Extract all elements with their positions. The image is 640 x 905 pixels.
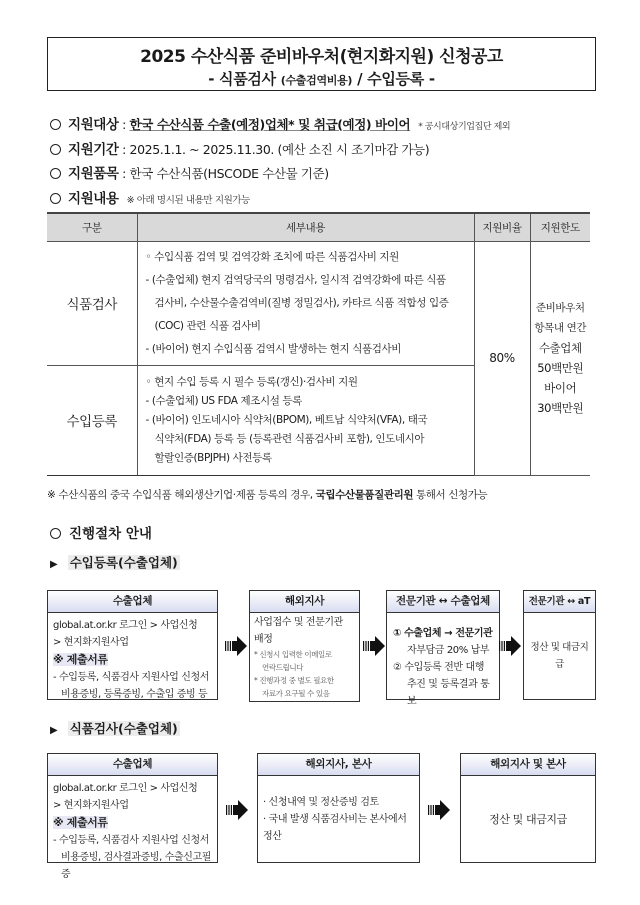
box-body [48,613,217,707]
box-line: · 신청내역 및 정산증빙 검토 [263,796,379,808]
details-cell [137,365,474,475]
detail-line: ◦ 현지 수입 등록 시 필수 등록(갱신)·검사비 지원 [145,375,358,388]
support-table [47,212,590,476]
box-body [48,776,217,887]
overview-value: 한국 수산식품(HSCODE 수산물 기준) [129,166,329,181]
box-line: global.at.or.kr 로그인 > 사업신청 [53,620,198,631]
box-line: 추진 및 등록결과 통보 [407,679,490,707]
limit-line: 항목내 연간 [534,322,587,334]
box-title: 해외지사 [250,591,359,613]
header-rate: 지원비율 [474,213,530,241]
subtitle-prefix: - 식품검사 [208,70,281,88]
box-line: 정산 및 대금지급 [489,812,567,826]
overview-label: 지원기간 [68,142,119,158]
limit-line: 50백만원 [537,361,584,375]
box-title: 해외지사 및 본사 [461,754,595,776]
box-line: 비용증빙, 등록증빙, 수출입 증빙 등 [61,689,208,700]
subtitle-suffix: / 수입등록 - [352,70,435,88]
detail-line: 식약처(FDA) 등록 등 (등록관련 식품검사비 포함), 인도네시아 [154,432,425,445]
subtitle-small: (수출검역비용) [280,74,353,87]
box-line: - 수입등록, 식품검사 지원사업 신청서 [53,672,210,683]
header-details: 세부내용 [137,213,474,241]
box-body [250,613,359,701]
flow2-box-exporter [47,753,218,880]
box-note: 자료가 요구될 수 있음 [262,689,330,698]
overview-items [50,162,329,182]
limit-line: 수출업체 [538,341,582,355]
flow1-box-agency-exporter [386,590,500,707]
docs-label: ※ 제출서류 [53,653,108,666]
box-title: 해외지사, 본사 [258,754,419,776]
box-line: global.at.or.kr 로그인 > 사업신청 [53,783,198,794]
overview-target [50,113,510,133]
detail-line: (COC) 관련 식품 검사비 [154,319,261,332]
overview-note: ※ 아래 명시된 내용만 지원가능 [126,195,250,206]
flow1-box-agency-at [523,590,596,700]
box-body [461,776,595,862]
arrow-right-icon [225,636,247,656]
box-line: 사업접수 및 전문기관 [254,617,343,628]
overview-period [50,138,429,158]
rate-cell: 80% [474,241,530,475]
box-note: 연락드립니다 [262,663,304,672]
limit-cell [530,241,590,475]
flow2-box-branch-and-hq [460,753,596,863]
box-line: > 현지화지원사업 [53,800,129,811]
detail-line: - (수출업체) US FDA 제조시설 등록 [145,394,302,407]
footnote-agency: 국립수산물품질관리원 [315,489,414,501]
box-line: - 수입등록, 식품검사 지원사업 신청서 [53,835,210,846]
limit-line: 30백만원 [537,401,584,415]
detail-line: - (바이어) 인도네시아 식약처(BPOM), 베트남 식약처(VFA), 태국 [145,413,428,426]
arrow-right-icon [226,800,248,820]
notice-title: 2025 수산식품 준비바우처(현지화지원) 신청공고 [140,47,503,67]
arrow-right-icon [363,636,385,656]
circle-bullet-icon [50,528,61,539]
triangle-right-icon: ▶ [50,725,58,736]
footnote-text: 통해서 신청가능 [413,489,488,501]
header-category: 구분 [47,213,137,241]
box-title: 수출업체 [48,754,217,776]
details-cell [137,241,474,365]
flow-heading-text: 식품검사(수출업체) [69,721,178,736]
box-title: 수출업체 [48,591,217,613]
box-line: 비용증빙, 검사결과증빙, 수출신고필증 [61,852,212,880]
box-line: ② 수입등록 전반 대행 [393,662,484,673]
category-cell: 수입등록 [47,365,137,475]
box-line: 자부담금 20% 납부 [407,645,490,656]
box-line: 정산 및 대금지급 [530,642,589,670]
overview-label: 지원대상 [68,117,119,133]
overview-value: 한국 수산식품 수출(예정)업체* 및 취급(예정) 바이어 [129,117,411,132]
circle-bullet-icon [50,193,61,204]
box-note: * 신청시 입력한 이메일로 [254,650,332,659]
detail-line: - (바이어) 현지 수입식품 검역시 발생하는 현지 식품검사비 [145,342,401,355]
flow-heading-text: 수입등록(수출업체) [69,555,178,570]
overview-label: 지원품목 [68,166,119,182]
notice-subtitle [48,68,595,89]
arrow-right-icon [428,800,450,820]
table-row [47,241,590,365]
circle-bullet-icon [50,168,61,179]
box-body [387,613,499,714]
box-line: > 현지화지원사업 [53,637,129,648]
flow1-box-branch [249,590,360,702]
separator: : [118,142,130,157]
process-heading [50,522,152,542]
detail-line: 할랄인증(BPJPH) 사전등록 [154,451,272,464]
triangle-right-icon: ▶ [50,559,58,570]
circle-bullet-icon [50,144,61,155]
flow-heading-import [50,553,180,571]
overview-label: 지원내용 [68,191,119,207]
overview-value: 2025.1.1. ~ 2025.11.30. (예산 소진 시 조기마감 가능) [129,142,430,157]
overview-note: * 공시대상기업집단 제외 [418,122,511,132]
flow-heading-inspection [50,719,180,737]
detail-line: 검사비, 수산물수출검역비(질병 정밀검사), 카타르 식품 적합성 입증 [154,296,449,309]
detail-line: - (수출업체) 현지 검역당국의 명령검사, 일시적 검역강화에 따른 식품 [145,273,446,286]
separator: : [118,166,130,181]
box-note: * 진행과정 중 별도 필요한 [254,676,334,685]
footnote-text: ※ 수산식품의 중국 수입식품 해외생산기업·제품 등록의 경우, [47,489,316,501]
circle-bullet-icon [50,119,61,130]
footnote [47,487,487,502]
table-header-row [47,213,590,241]
box-line: ① 수출업체 → 전문기관 [393,628,493,639]
docs-label: ※ 제출서류 [53,816,108,829]
overview-content [50,187,250,207]
flow2-box-branch-hq [257,753,420,863]
category-cell: 식품검사 [47,241,137,365]
box-line: 배정 [254,634,273,645]
box-title: 전문기관 ↔ aT [524,591,595,613]
flow1-box-exporter [47,590,218,700]
arrow-right-icon [499,636,521,656]
detail-line: ◦ 수입식품 검역 및 검역강화 조치에 따른 식품검사비 지원 [145,250,399,263]
header-limit: 지원한도 [530,213,590,241]
box-title: 전문기관 ↔ 수출업체 [387,591,499,613]
notice-title-box [47,37,596,91]
box-body [524,613,595,699]
box-line: · 국내 발생 식품검사비는 본사에서 정산 [263,813,407,842]
process-title: 진행절차 안내 [69,526,152,542]
box-body [258,776,419,862]
limit-line: 바이어 [544,381,577,395]
separator: : [118,117,130,132]
limit-line: 준비바우처 [535,302,585,314]
